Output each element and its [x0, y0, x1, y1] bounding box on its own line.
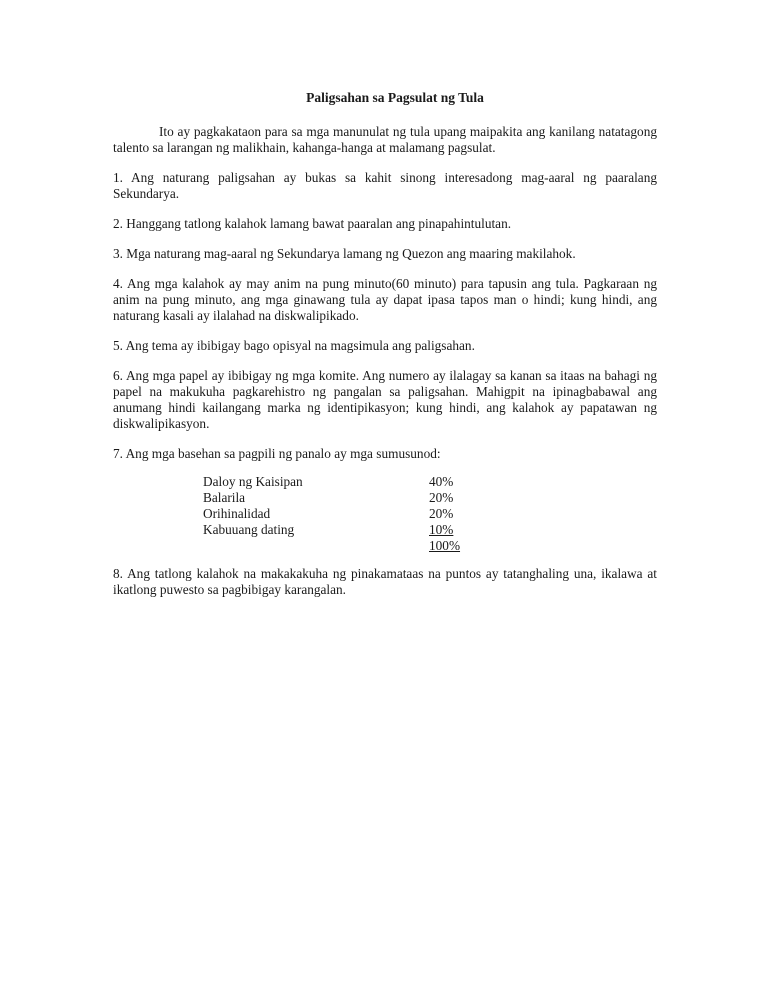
criteria-row	[203, 506, 479, 522]
rule-7: 7. Ang mga basehan sa pagpili ng panalo ay mga sumusunod:	[113, 446, 441, 461]
criteria-total	[429, 538, 479, 554]
rule-1: 1. Ang naturang paligsahan ay bukas sa kahit sinong interesadong mag-aaral ng paaralang Sekundarya.	[113, 170, 657, 201]
rule-8: 8. Ang tatlong kalahok na makakakuha ng pinakamataas na puntos ay tatanghaling una, ikalawa at ikatlong puwesto sa pagbibigay karangalan.	[113, 566, 657, 597]
rule-4: 4. Ang mga kalahok ay may anim na pung minuto(60 minuto) para tapusin ang tula. Pagkaraan ng anim na pung minuto, ang mga ginawang tula ay dapat ipasa tapos man o hindi; kung hindi, ang naturang kasali ay ilalahad na diskwalipikado.	[113, 276, 657, 323]
criteria-percent-underlined: 10%	[429, 522, 454, 537]
criteria-percent	[429, 522, 479, 538]
criteria-percent: 20%	[429, 490, 454, 505]
criteria-total-row	[203, 538, 479, 554]
criteria-label: Kabuuang dating	[203, 522, 295, 537]
criteria-label: Balarila	[203, 490, 246, 505]
criteria-percent: 20%	[429, 506, 454, 521]
document-title: Paligsahan sa Pagsulat ng Tula	[306, 90, 484, 105]
criteria-row	[203, 490, 479, 506]
rule-5: 5. Ang tema ay ibibigay bago opisyal na magsimula ang paligsahan.	[113, 338, 475, 353]
intro-paragraph: Ito ay pagkakataon para sa mga manunulat ng tula upang maipakita ang kanilang natatagong talento sa larangan ng malikhain, kahanga-hanga at malamang pagsulat.	[113, 124, 657, 155]
criteria-row	[203, 474, 479, 490]
rule-3: 3. Mga naturang mag-aaral ng Sekundarya lamang ng Quezon ang maaring makilahok.	[113, 246, 576, 261]
criteria-label: Orihinalidad	[203, 506, 271, 521]
criteria-row	[203, 522, 479, 538]
document-page	[113, 90, 657, 612]
criteria-total-value: 100%	[429, 538, 461, 553]
rule-2: 2. Hanggang tatlong kalahok lamang bawat paaralan ang pinapahintulutan.	[113, 216, 512, 231]
criteria-percent: 40%	[429, 474, 454, 489]
criteria-label: Daloy ng Kaisipan	[203, 474, 303, 489]
criteria-table	[203, 474, 479, 554]
rule-6: 6. Ang mga papel ay ibibigay ng mga komite. Ang numero ay ilalagay sa kanan sa itaas na bahagi ng papel na makukuha pagkarehistro ng pangalan sa paligsahan. Mahigpit na ipinagbabawal ang anumang hindi kailangang marka ng identipikasyon; kung hindi, ang kalahok ay papatawan ng diskwalipikasyon.	[113, 368, 657, 431]
